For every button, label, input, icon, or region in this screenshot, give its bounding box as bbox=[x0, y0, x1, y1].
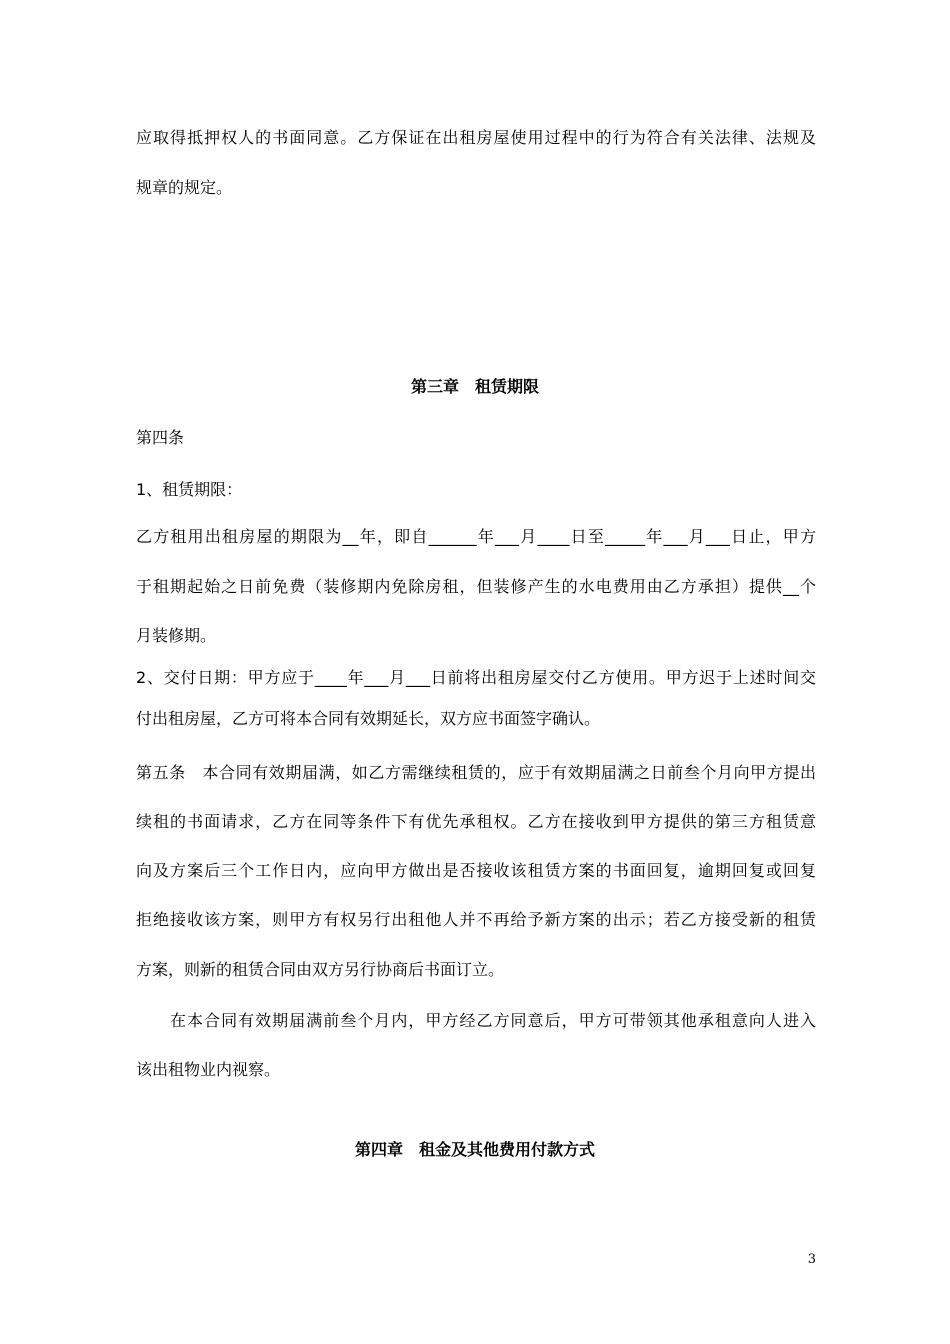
paragraph-line: 乙方租用出租房屋的期限为__年，即自______年___月____日至_____年___月___日止，甲方 bbox=[136, 527, 816, 546]
paragraph-line: 续租的书面请求，乙方在同等条件下有优先承租权。乙方在接收到甲方提供的第三方租赁意 bbox=[136, 812, 816, 831]
paragraph-line: 应取得抵押权人的书面同意。乙方保证在出租房屋使用过程中的行为符合有关法律、法规及 bbox=[136, 128, 816, 147]
paragraph-line: 于租期起始之日前免费（装修期内免除房租，但装修产生的水电费用由乙方承担）提供__个 bbox=[136, 577, 816, 596]
chapter-heading: 第三章 租赁期限 bbox=[410, 377, 539, 396]
paragraph-line: 方案，则新的租赁合同由双方另行协商后书面订立。 bbox=[136, 960, 505, 979]
page-number: 3 bbox=[807, 1252, 816, 1267]
article-title: 第四条 bbox=[136, 428, 185, 447]
paragraph-line: 付出租房屋，乙方可将本合同有效期延长，双方应书面签字确认。 bbox=[136, 709, 601, 728]
paragraph-line: 向及方案后三个工作日内，应向甲方做出是否接收该租赁方案的书面回复，逾期回复或回复 bbox=[136, 861, 816, 880]
paragraph-line: 拒绝接收该方案，则甲方有权另行出租他人并不再给予新方案的出示；若乙方接受新的租赁 bbox=[136, 910, 816, 929]
paragraph-line: 规章的规定。 bbox=[136, 178, 233, 197]
paragraph-line: 2、交付日期：甲方应于____年___月___日前将出租房屋交付乙方使用。甲方迟于上述时间交 bbox=[136, 668, 816, 687]
paragraph-line: 月装修期。 bbox=[136, 626, 217, 645]
paragraph-line: 第五条 本合同有效期届满，如乙方需继续租赁的，应于有效期届满之日前叁个月向甲方提出 bbox=[136, 763, 816, 782]
paragraph-line: 该出租物业内视察。 bbox=[136, 1060, 281, 1079]
clause-title: 1、租赁期限： bbox=[136, 480, 243, 499]
chapter-heading: 第四章 租金及其他费用付款方式 bbox=[354, 1140, 595, 1159]
paragraph-line: 在本合同有效期届满前叁个月内，甲方经乙方同意后，甲方可带领其他承租意向人进入 bbox=[170, 1011, 816, 1030]
